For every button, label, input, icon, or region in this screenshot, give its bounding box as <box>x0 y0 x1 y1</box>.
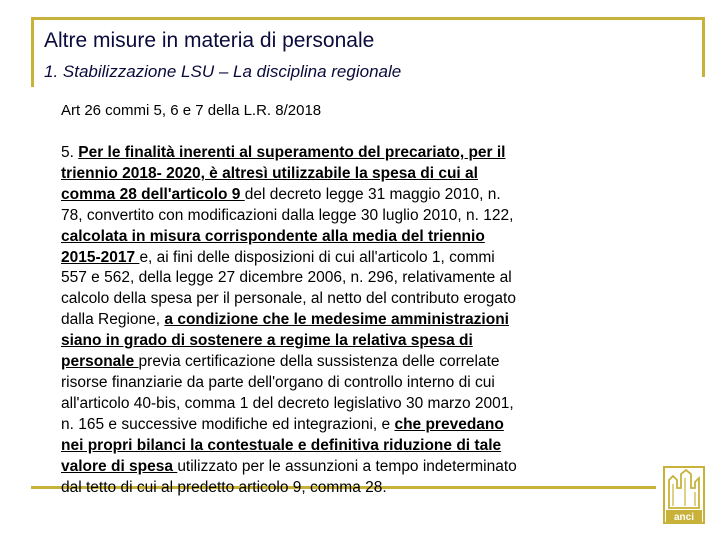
paragraph-line <box>61 289 621 310</box>
paragraph-rest-text: utilizzato per le assunzioni a tempo indeterminato <box>177 457 517 475</box>
paragraph-rest-text: previa certificazione della sussistenza delle correlate <box>138 353 500 371</box>
paragraph-line <box>61 436 621 457</box>
paragraph-bold-text: 2015-2017 <box>61 248 140 266</box>
paragraph-line <box>61 352 621 373</box>
article-paragraph <box>61 143 621 498</box>
paragraph-line <box>61 206 621 227</box>
paragraph-line <box>61 248 621 269</box>
paragraph-line <box>61 457 621 478</box>
paragraph-line <box>61 310 621 331</box>
paragraph-rest-text: dal tetto di cui al predetto articolo 9, comma 28. <box>61 478 387 496</box>
paragraph-bold-text: Per le finalità inerenti al superamento del precariato, per il <box>78 144 506 161</box>
page-title: Altre misure in materia di personale <box>44 29 375 52</box>
paragraph-bold-text: nei propri bilanci la contestuale e definitiva riduzione di tale <box>61 436 502 454</box>
paragraph-line <box>61 185 621 206</box>
paragraph-bold-text: a condizione che le medesime amministrazioni <box>164 311 509 329</box>
paragraph-line <box>61 227 621 248</box>
frame-left-line <box>31 17 34 87</box>
paragraph-bold-text: calcolata in misura corrispondente alla media del triennio <box>61 227 485 245</box>
paragraph-rest-text: e, ai fini delle disposizioni di cui all'articolo 1, commi <box>139 248 495 266</box>
paragraph-bold-text: siano in grado di sostenere a regime la relativa spesa di <box>61 332 473 350</box>
paragraph-bold-text: che prevedano <box>394 415 504 433</box>
paragraph-prefix-text: n. 165 e successive modifiche ed integrazioni, e <box>61 415 395 433</box>
paragraph-rest-text: del decreto legge 31 maggio 2010, n. <box>244 185 501 203</box>
frame-top-line <box>31 17 705 20</box>
paragraph-line <box>61 268 621 289</box>
law-reference: Art 26 commi 5, 6 e 7 della L.R. 8/2018 <box>61 102 322 119</box>
anci-logo-icon <box>663 466 705 524</box>
page-subtitle: 1. Stabilizzazione LSU – La disciplina regionale <box>44 62 402 81</box>
paragraph-prefix-text: dalla Regione, <box>61 311 165 329</box>
paragraph-line <box>61 478 621 499</box>
paragraph-bold-text: comma 28 dell'articolo 9 <box>61 185 245 203</box>
paragraph-line <box>61 415 621 436</box>
paragraph-prefix-text: 5. <box>61 144 79 161</box>
paragraph-rest-text: all'articolo 40-bis, comma 1 del decreto legislativo 30 marzo 2001, <box>61 394 514 412</box>
paragraph-bold-text: valore di spesa <box>61 457 178 475</box>
paragraph-rest-text: risorse finanziarie da parte dell'organo di controllo interno di cui <box>61 373 495 391</box>
paragraph-bold-text: personale <box>61 353 139 371</box>
paragraph-rest-text: 557 e 562, della legge 27 dicembre 2006, n. 296, relativamente al <box>61 269 512 287</box>
paragraph-bold-text: triennio 2018- 2020, è altresì utilizzabile la spesa di cui al <box>61 164 478 182</box>
paragraph-rest-text: 78, convertito con modificazioni dalla legge 30 luglio 2010, n. 122, <box>61 206 514 224</box>
paragraph-line <box>61 164 621 185</box>
frame-right-line <box>702 17 705 77</box>
paragraph-line <box>61 373 621 394</box>
anci-logo-text: anci <box>673 512 695 523</box>
paragraph-line <box>61 394 621 415</box>
paragraph-line <box>61 143 621 164</box>
paragraph-line <box>61 331 621 352</box>
paragraph-rest-text: calcolo della spesa per il personale, al netto del contributo erogato <box>61 290 516 308</box>
